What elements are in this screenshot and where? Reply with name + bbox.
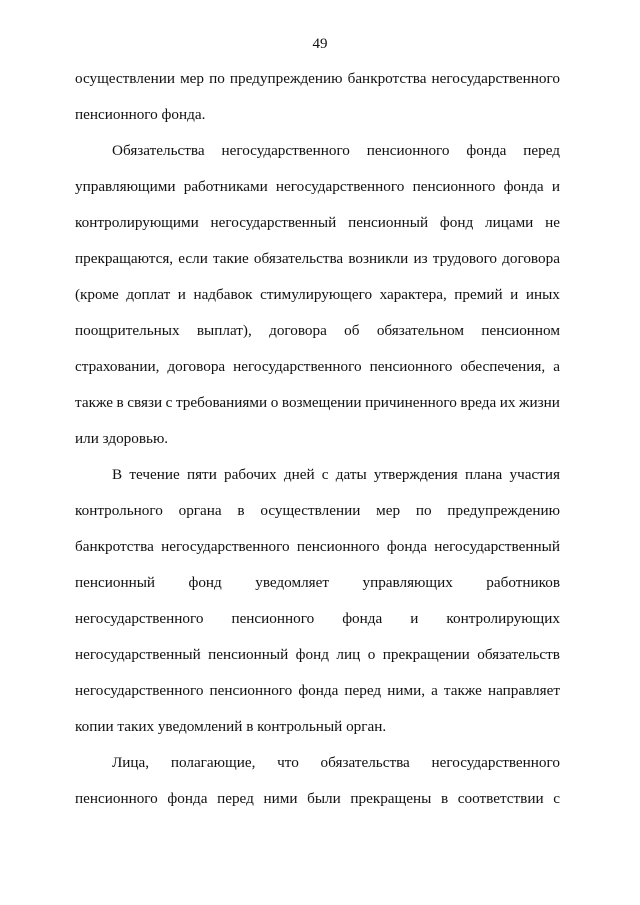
word: фонда	[503, 178, 544, 195]
word: по	[209, 70, 225, 87]
word: фонда	[466, 142, 507, 159]
word: в	[440, 790, 449, 807]
word: рабочих	[224, 466, 277, 483]
word: плана	[464, 466, 503, 483]
text-line	[75, 538, 560, 556]
text-line	[75, 286, 560, 304]
word: негосударственного	[75, 610, 204, 627]
word: не	[545, 214, 560, 231]
word: договора	[502, 250, 560, 267]
word: с	[165, 394, 173, 411]
word: негосударственного	[275, 178, 405, 195]
word: контрольного	[75, 502, 163, 519]
text-line: копии таких уведомлений в контрольный орган.	[75, 718, 387, 735]
word: участия	[509, 466, 560, 483]
word: фонда	[298, 682, 339, 699]
word: работников	[486, 574, 560, 591]
word: контролирующих	[446, 610, 560, 627]
word: договора	[167, 358, 226, 375]
word: пенсионный	[208, 646, 289, 663]
word: были	[307, 790, 341, 807]
word: пенсионный	[75, 574, 156, 591]
word: премий	[454, 286, 503, 303]
word: мер	[376, 502, 401, 519]
word: пенсионного	[366, 142, 450, 159]
page-number: 49	[312, 36, 328, 52]
word: течение	[129, 466, 180, 483]
word: трудового	[432, 250, 498, 267]
word: а	[431, 682, 438, 699]
word: банкротства	[347, 70, 427, 87]
text-line	[112, 142, 560, 160]
word: доплат	[126, 286, 171, 303]
word: в	[116, 394, 124, 411]
word: с	[553, 790, 560, 807]
word: В	[112, 466, 123, 483]
word: негосударственного	[161, 538, 290, 555]
word: из	[413, 250, 428, 267]
word: по	[415, 502, 432, 519]
word: негосударственный	[210, 214, 337, 231]
word: негосударственного	[431, 70, 560, 87]
text-line	[75, 610, 560, 628]
word: если	[178, 250, 208, 267]
word: об	[344, 322, 360, 339]
word: осуществлении	[75, 70, 175, 87]
word: с	[321, 466, 329, 483]
word: обеспечения,	[460, 358, 546, 375]
word: фонд	[295, 646, 329, 663]
word: утверждения	[373, 466, 458, 483]
word: лицами	[485, 214, 534, 231]
text-line	[75, 322, 560, 340]
word: даты	[335, 466, 367, 483]
word: осуществлении	[260, 502, 361, 519]
word: фонд	[188, 574, 222, 591]
word: предупреждению	[447, 502, 560, 519]
word: прекращаются,	[75, 250, 174, 267]
word: ними,	[387, 682, 426, 699]
word: перед	[217, 790, 254, 807]
word: фонда	[167, 790, 208, 807]
word: выплат),	[196, 322, 252, 339]
text-line	[75, 358, 560, 376]
word: дней	[283, 466, 315, 483]
word: (кроме	[75, 286, 119, 303]
word: в	[237, 502, 245, 519]
text-line	[75, 790, 560, 808]
word: жизни	[519, 394, 560, 411]
word: также	[75, 394, 113, 411]
word: работниками	[183, 178, 268, 195]
word: Лица,	[112, 754, 150, 771]
text-line	[75, 502, 560, 520]
text-line	[75, 70, 560, 88]
word: обязательства	[253, 250, 344, 267]
word: а	[553, 358, 560, 375]
word: их	[499, 394, 516, 411]
word: такие	[212, 250, 249, 267]
text-line	[75, 394, 560, 412]
word: контролирующими	[75, 214, 199, 231]
word: обязательном	[376, 322, 465, 339]
word: управляющими	[75, 178, 176, 195]
word: договора	[269, 322, 327, 339]
word: пенсионного	[75, 790, 158, 807]
word: и	[510, 286, 519, 303]
word: надбавок	[193, 286, 253, 303]
text-line: пенсионного фонда.	[75, 106, 206, 123]
word: ними	[263, 790, 298, 807]
word: вреда	[460, 394, 497, 411]
word: фонда	[342, 610, 383, 627]
word: пенсионного	[412, 178, 496, 195]
word: управляющих	[362, 574, 453, 591]
word: обязательств	[477, 646, 560, 663]
word: прекращены	[350, 790, 432, 807]
text-line	[75, 250, 560, 268]
word: банкротства	[75, 538, 154, 555]
text-line	[75, 646, 560, 664]
word: и	[551, 178, 560, 195]
word: пенсионного	[209, 682, 293, 699]
word: негосударственного	[431, 754, 560, 771]
word: мер	[180, 70, 205, 87]
word: поощрительных	[75, 322, 180, 339]
word: стимулирующего	[260, 286, 373, 303]
word: страховании,	[75, 358, 160, 375]
word: пенсионного	[369, 358, 453, 375]
text-line	[112, 754, 560, 772]
word: уведомляет	[255, 574, 330, 591]
word: негосударственного	[75, 682, 204, 699]
word: негосударственный	[75, 646, 201, 663]
word: лиц	[336, 646, 361, 663]
word: характера,	[379, 286, 447, 303]
word: негосударственного	[233, 358, 362, 375]
word: обязательства	[320, 754, 410, 771]
word: пенсионного	[296, 538, 380, 555]
word: полагающие,	[170, 754, 256, 771]
word: негосударственного	[221, 142, 350, 159]
word: прекращении	[382, 646, 470, 663]
word: Обязательства	[112, 142, 205, 159]
word: предупреждению	[229, 70, 343, 87]
word: перед	[523, 142, 560, 159]
word: возникли	[348, 250, 409, 267]
word: причиненного	[365, 394, 457, 411]
word: о	[367, 646, 376, 663]
word: возмещении	[281, 394, 362, 411]
text-line: или здоровью.	[75, 430, 169, 447]
word: пенсионный	[348, 214, 429, 231]
word: фонд	[439, 214, 474, 231]
word: направляет	[487, 682, 560, 699]
word: и	[410, 610, 419, 627]
text-line	[75, 574, 560, 592]
word: о	[270, 394, 279, 411]
text-line	[75, 682, 560, 700]
text-line	[112, 466, 560, 484]
word: пенсионном	[481, 322, 560, 339]
word: и	[177, 286, 186, 303]
word: пяти	[186, 466, 217, 483]
word: соответствии	[457, 790, 544, 807]
word: негосударственный	[434, 538, 560, 555]
word: органа	[178, 502, 222, 519]
word: пенсионного	[231, 610, 315, 627]
text-line	[75, 178, 560, 196]
word: иных	[525, 286, 560, 303]
word: перед	[344, 682, 382, 699]
word: фонда	[386, 538, 427, 555]
word: требованиями	[175, 394, 268, 411]
word: связи	[127, 394, 163, 411]
text-line	[75, 214, 560, 232]
word: также	[443, 682, 482, 699]
word: что	[277, 754, 299, 771]
